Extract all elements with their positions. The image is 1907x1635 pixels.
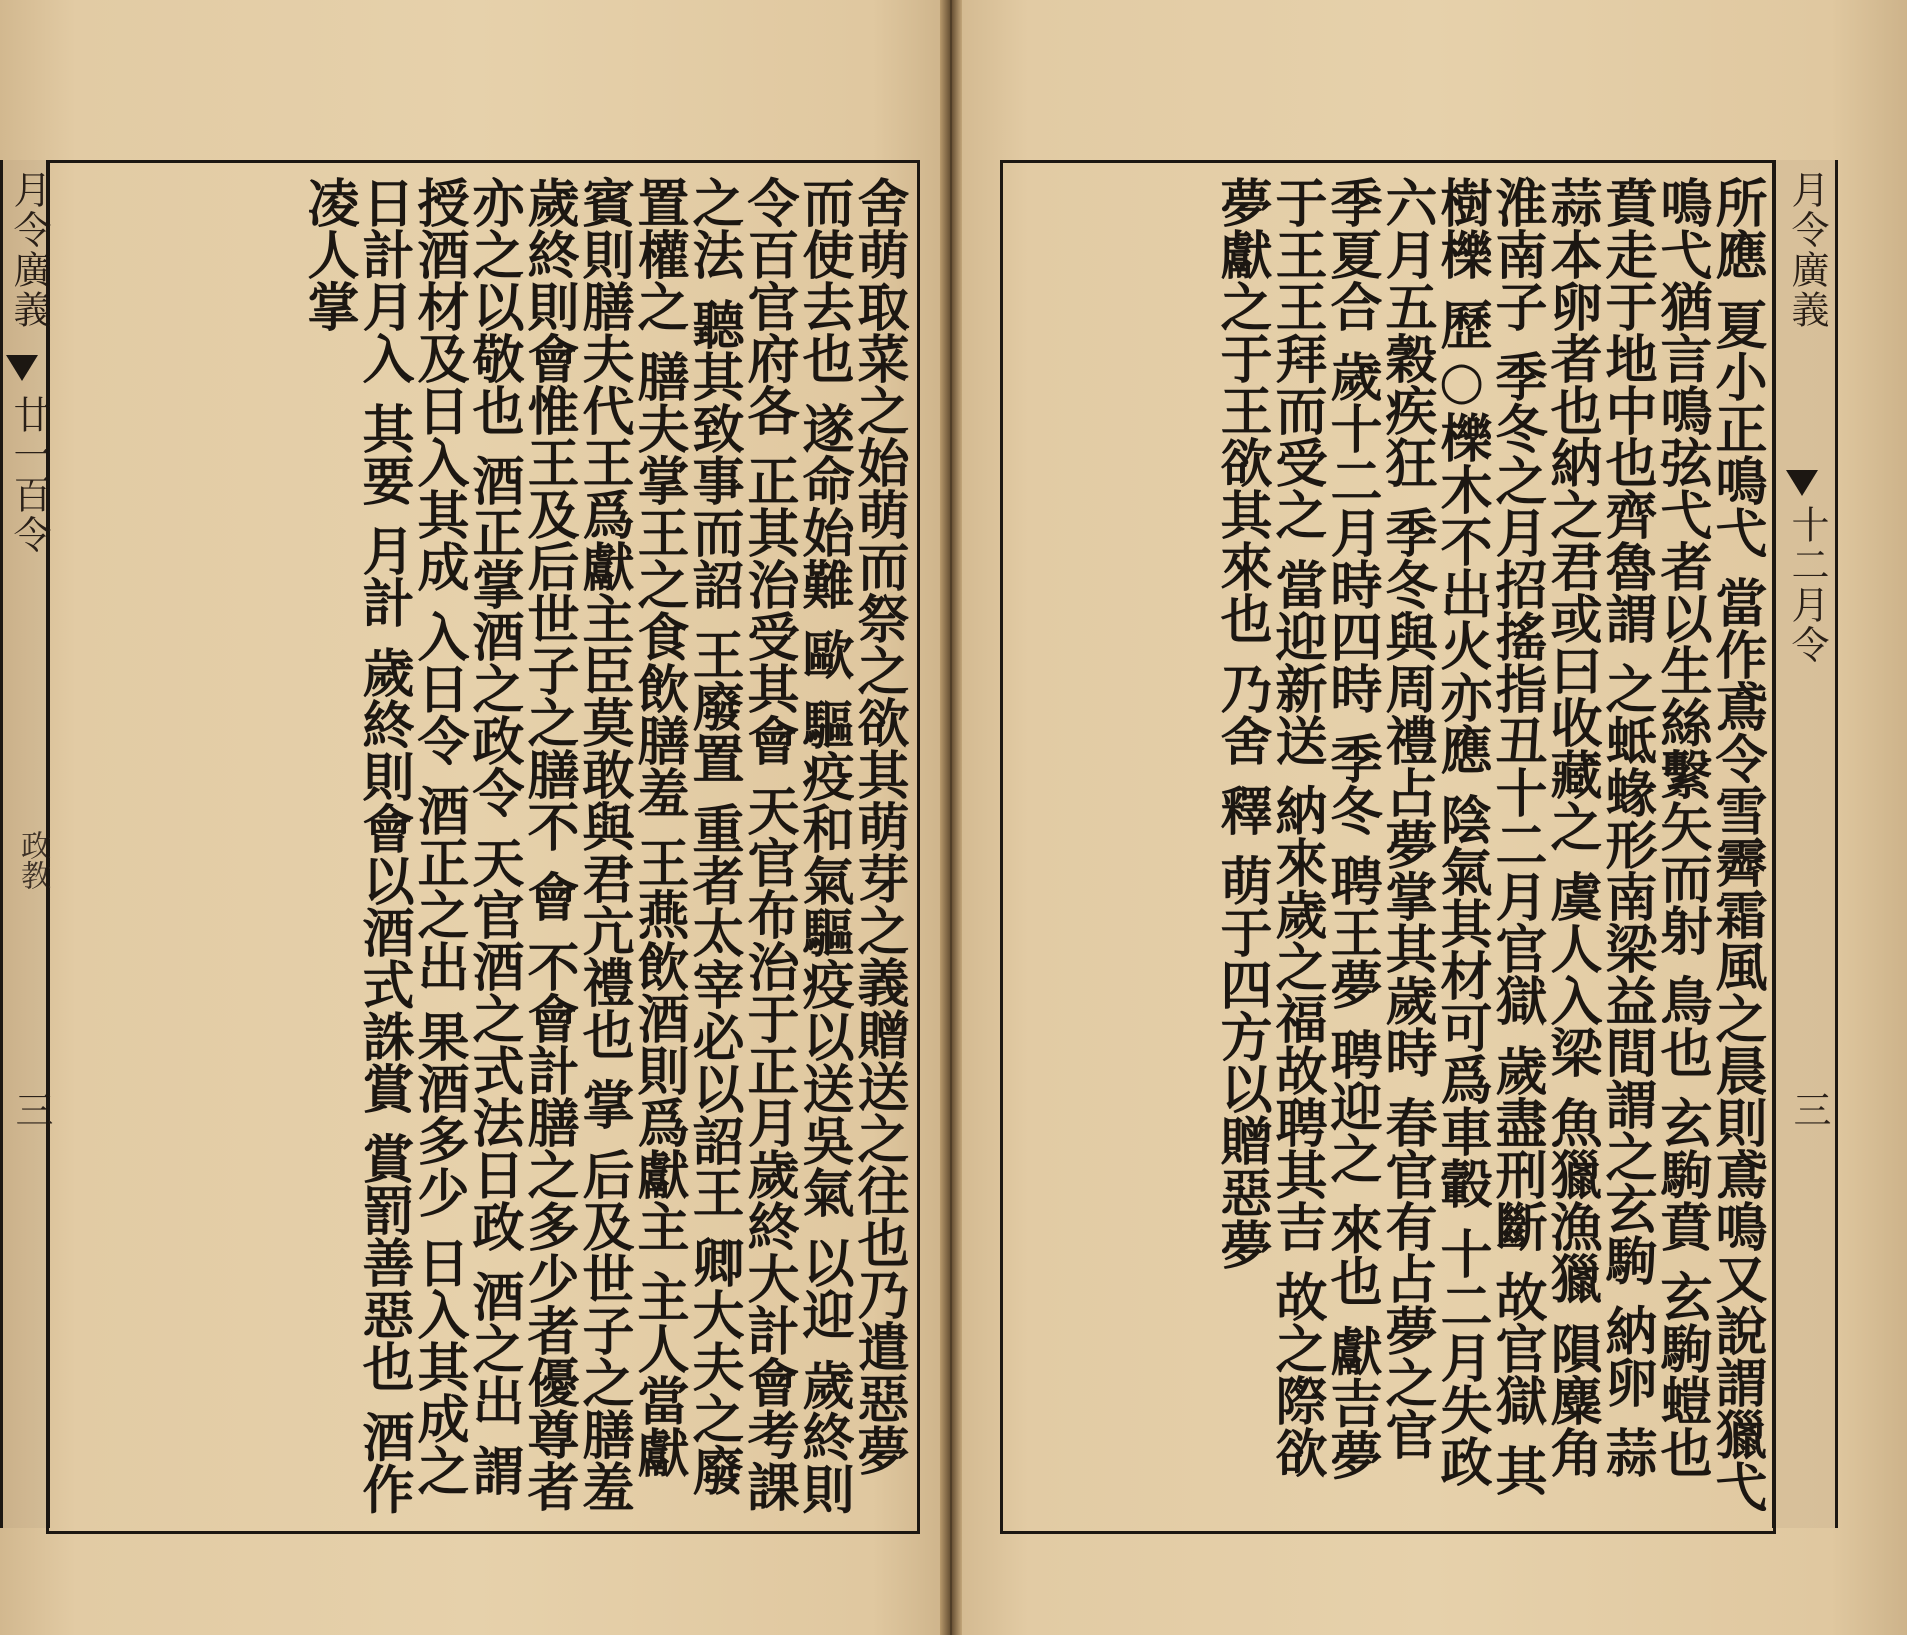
right-heart-section: 十二月令 (1785, 505, 1829, 665)
right-page-margin-column (1772, 160, 1838, 1528)
left-heart-stamp: 政教 (15, 830, 50, 890)
book-gutter (940, 0, 962, 1635)
right-page-text: 所應 夏小正鳴弋 當作鳶令雪霽霜風之晨則鳶鳴又說謂獵弋鳴弋猶言鳴弦弋者以生絲繫矢而射 鳥也 玄駒賁 玄駒螘也賁走于地中也齊魯謂 之蚳蝝形南梁益間謂之玄駒 納卵 蒜 蒜本卵者也納之君或曰收藏之 虞人入梁 魚獵漁獵 隕麋角 淮南子 季冬之月招搖指丑十二月官獄 歲盡刑斷 故官獄 其樹櫟 歷○櫟木不出火亦應 陰氣其材可爲車轂 十二月失政六月五穀疾狂 季冬與周禮占夢掌其歲時 春官有占夢之官 季夏合 歲十二月時四時 季冬 聘王夢 聘迎之 來也 獻吉夢于王王拜而受之 當迎新送 納來歲之福故聘其吉 故之際欲 夢獻之于王欲其來也 乃舍 釋 萌于四方以贈惡夢 (1211, 176, 1767, 1513)
right-fishtail-mark (1786, 470, 1818, 496)
right-heart-title: 月令廣義 (1785, 170, 1829, 330)
left-heart-section: 廿一百令 (7, 395, 51, 555)
left-heart-mark: 三 (9, 1090, 53, 1130)
right-heart-mark: 三 (1787, 1090, 1831, 1130)
left-page-text: 舍萌取菜之始萌而祭之欲其萌芽之義贈送之往也乃遣惡夢而使去也 遂命始難 歐 驅疫和氣驅疫以送吳氣 以迎 歲終則令百官府各 正其治受其會 天官布治于正月歲終大計會考課之法 聽其致事而詔 王廢置 重者太宰必以詔王 卿大夫之廢置權之 膳夫掌王之食飲膳羞 王燕飲酒則爲獻主 主人當獻賓則膳夫代王爲獻主臣莫敢與君亢禮也 掌 后及世子之膳羞歲終則會惟王及后世子之膳不 會 不會計膳之多少者優尊者亦之以敬也 酒正掌酒之政令 天官酒之式法日政 酒之出 謂授酒材及日入其成 入日令 酒正之出 果酒多少 日入其成之 日計月入 其要 月計 歲終則會以酒式誅賞 賞罰善惡也 酒作 凌人掌 (298, 176, 909, 1515)
left-heart-title: 月令廣義 (7, 170, 51, 330)
left-fishtail-mark (6, 355, 38, 381)
